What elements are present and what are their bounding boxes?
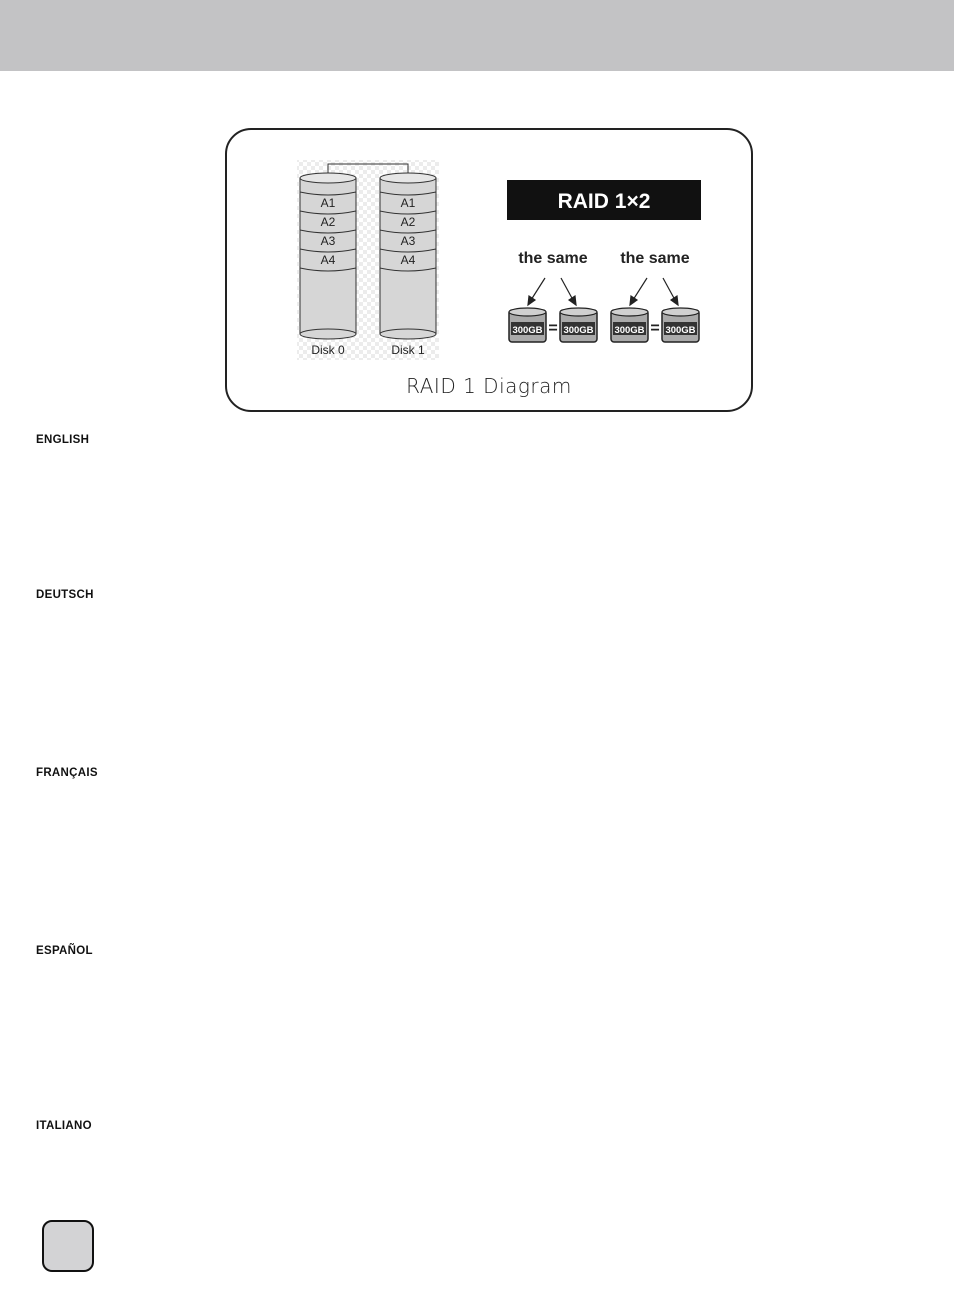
disk0-block-a2: A2 [320,215,336,229]
disk0-block-a4: A4 [320,253,336,267]
same-label-right: the same [620,250,690,267]
header-band [0,0,954,71]
lang-label-espanol: ESPAÑOL [36,945,93,957]
disk0-block-a1: A1 [320,196,336,210]
drive-4-label: 300GB [665,325,696,336]
drive-3 [611,308,648,342]
disk1-label: Disk 1 [391,343,425,357]
drive-3-label: 300GB [614,325,645,336]
equals-sign-right: = [650,320,660,337]
same-arrows [528,278,678,305]
disk-1 [380,173,436,339]
raid-diagram-frame [225,128,753,412]
lang-label-deutsch: DEUTSCH [36,589,94,601]
drive-2-label: 300GB [563,325,594,336]
lang-label-english: ENGLISH [36,434,90,446]
disk1-block-a2: A2 [400,215,416,229]
disk1-block-a3: A3 [400,234,416,248]
disk0-block-a3: A3 [320,234,336,248]
raid-diagram [227,130,751,410]
disk0-label: Disk 0 [311,343,345,357]
disk1-block-a4: A4 [400,253,416,267]
drive-1-label: 300GB [512,325,543,336]
same-label-left: the same [518,250,588,267]
drive-2 [560,308,597,342]
equals-sign-left: = [548,320,558,337]
lang-label-francais: FRANÇAIS [36,767,98,779]
drive-1 [509,308,546,342]
disk-0 [300,173,356,339]
drive-4 [662,308,699,342]
disk1-block-a1: A1 [400,196,416,210]
page-number-badge [42,1220,94,1272]
raid-title: RAID 1×2 [557,190,651,213]
lang-label-italiano: ITALIANO [36,1120,92,1132]
diagram-caption: RAID 1 Diagram [406,374,572,398]
